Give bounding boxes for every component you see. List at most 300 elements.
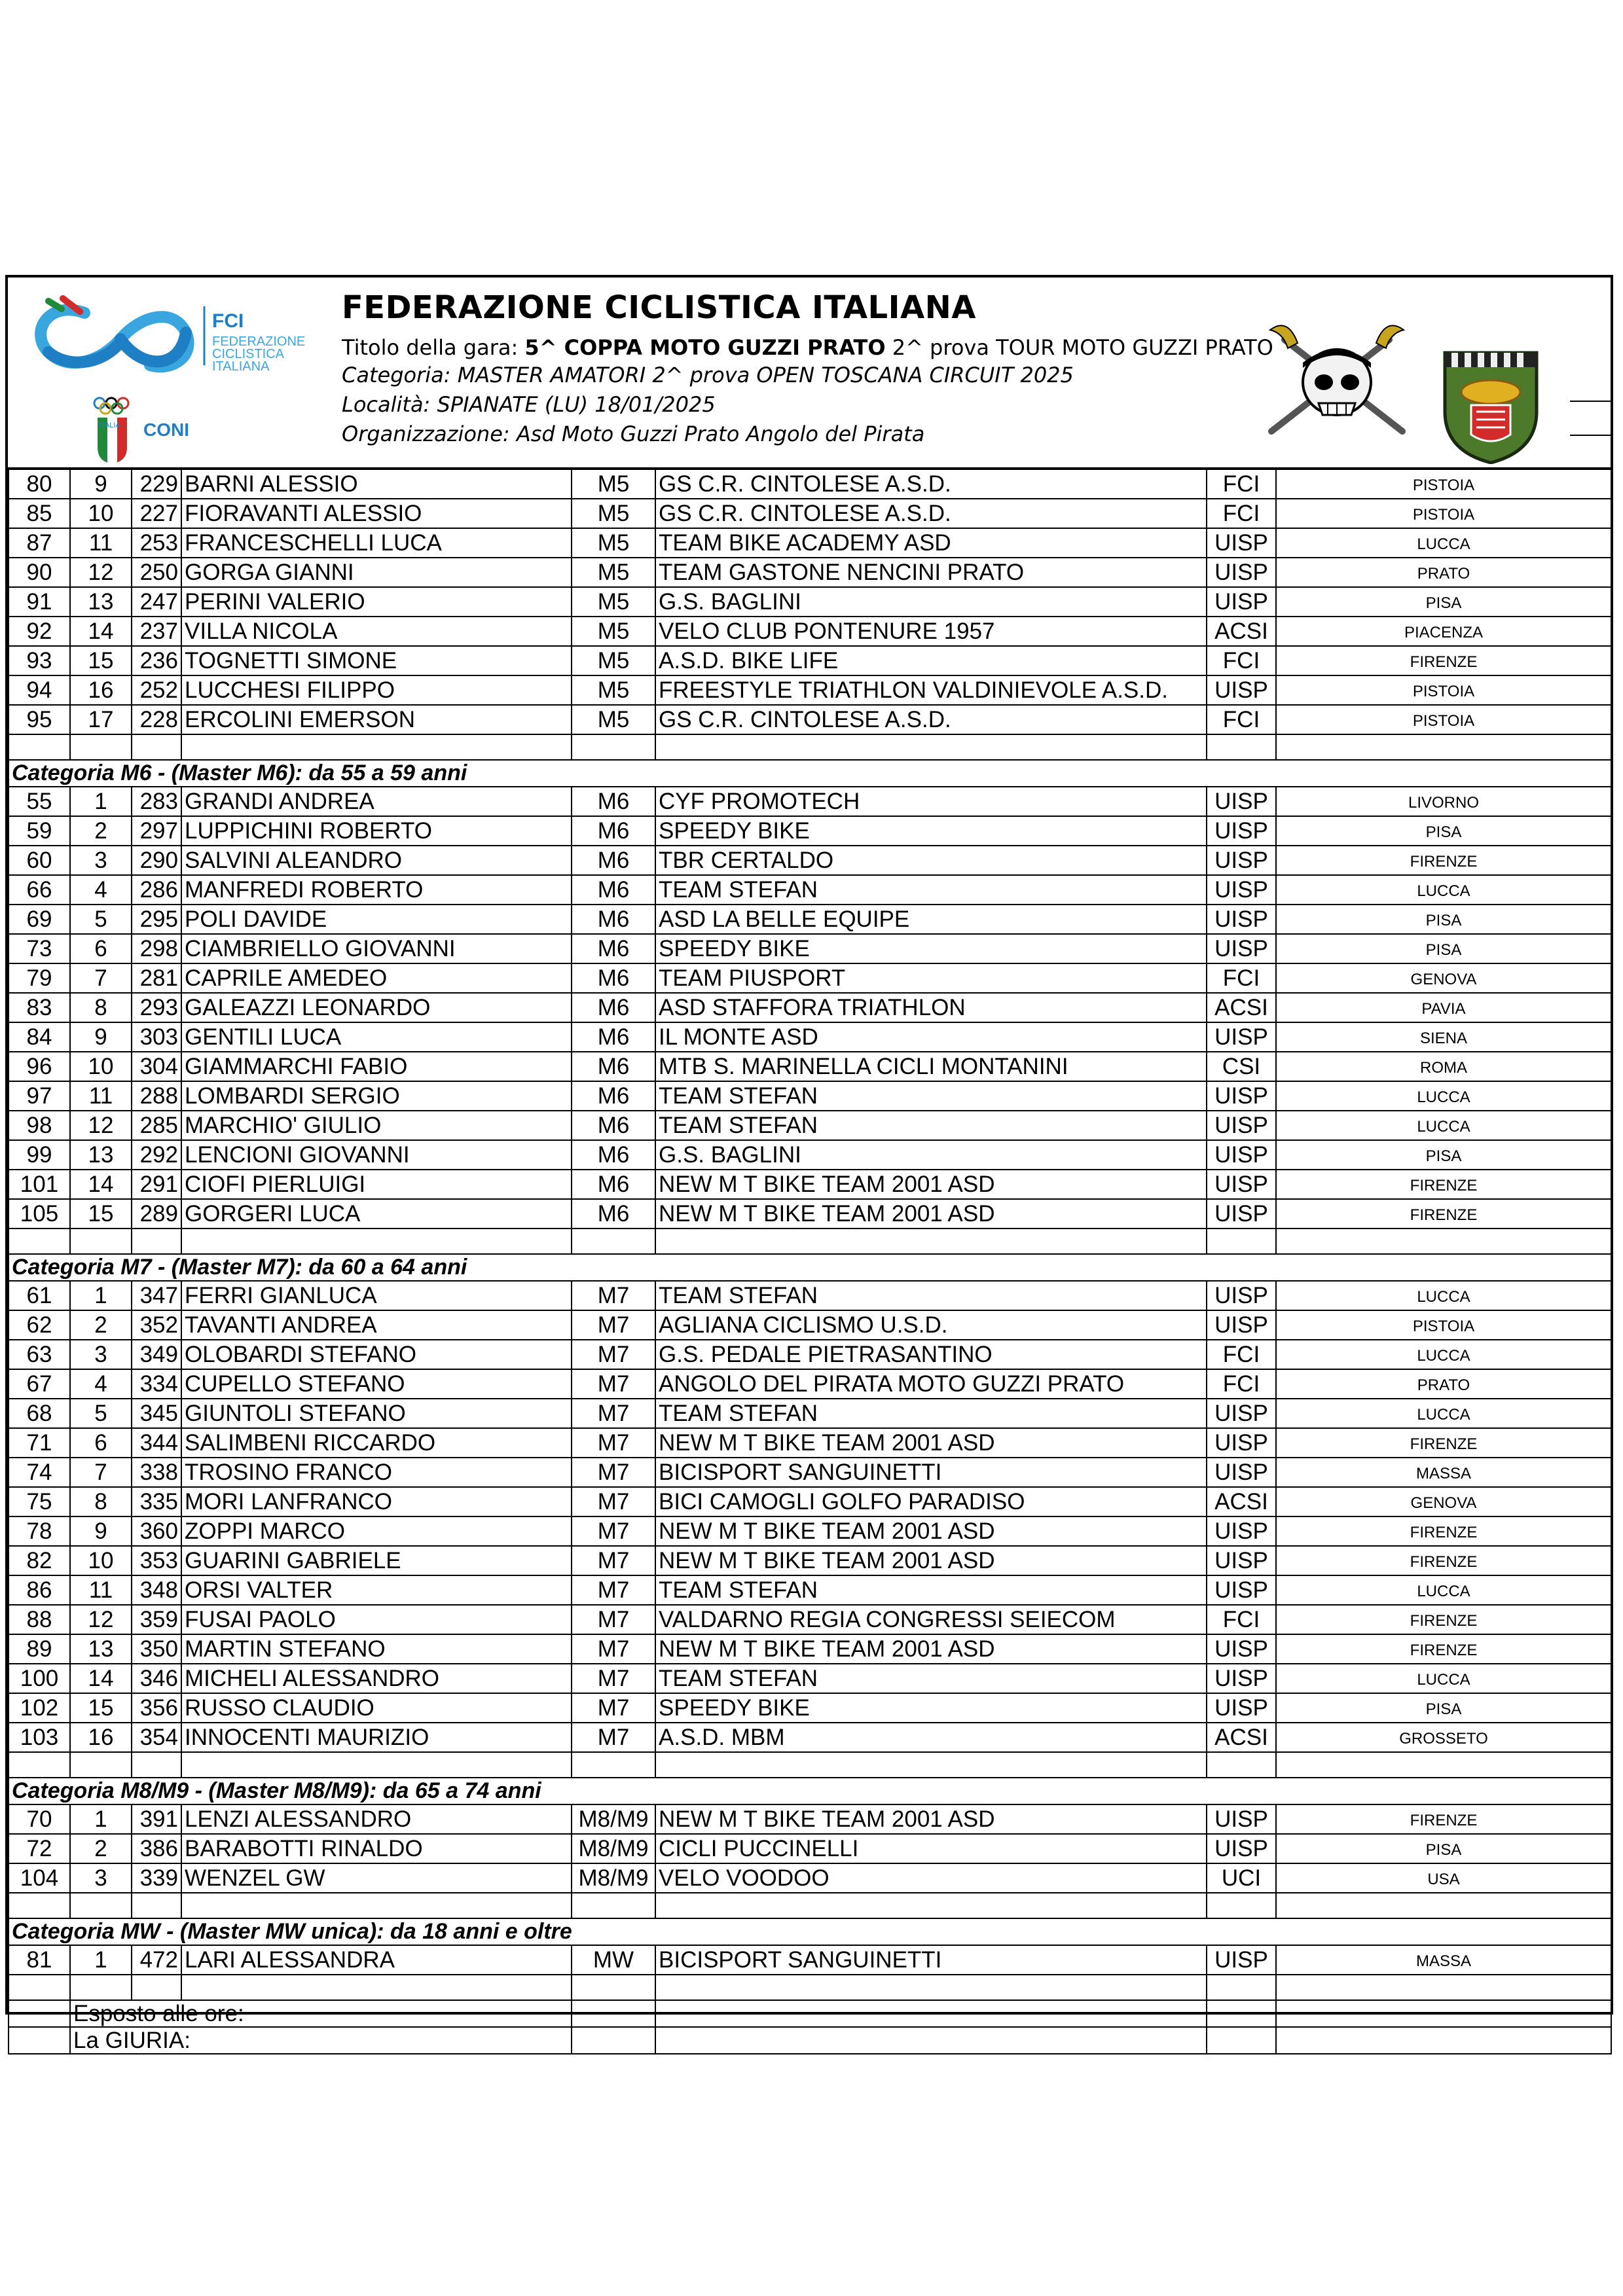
blank-row <box>9 1752 1611 1778</box>
team-name: TEAM STEFAN <box>655 1399 1207 1428</box>
organization: UISP <box>1207 1428 1276 1458</box>
team-name: NEW M T BIKE TEAM 2001 ASD <box>655 1516 1207 1546</box>
province: PISA <box>1276 1834 1611 1863</box>
bib-number: 289 <box>132 1199 181 1229</box>
organization: UISP <box>1207 1664 1276 1693</box>
empty-cell <box>572 1229 655 1254</box>
pirate-skull-logo <box>1258 317 1415 441</box>
empty-cell <box>1276 734 1611 760</box>
category-position: 10 <box>70 1052 132 1081</box>
table-row <box>9 875 1611 905</box>
empty-cell <box>655 2027 1207 2054</box>
bib-number: 359 <box>132 1605 181 1634</box>
province: LUCCA <box>1276 1399 1611 1428</box>
table-row <box>9 993 1611 1022</box>
category-header-row <box>9 760 1611 787</box>
team-name: NEW M T BIKE TEAM 2001 ASD <box>655 1804 1207 1834</box>
category-position: 9 <box>70 1516 132 1546</box>
overall-position: 69 <box>9 905 70 934</box>
province: GENOVA <box>1276 1487 1611 1516</box>
empty-cell <box>181 1893 572 1918</box>
province: FIRENZE <box>1276 1199 1611 1229</box>
category-position: 4 <box>70 1369 132 1399</box>
category-position: 12 <box>70 558 132 587</box>
empty-cell <box>1207 1229 1276 1254</box>
category-code: M6 <box>572 787 655 816</box>
category-position: 3 <box>70 1340 132 1369</box>
team-name: A.S.D. BIKE LIFE <box>655 646 1207 675</box>
empty-cell <box>655 2000 1207 2027</box>
bib-number: 360 <box>132 1516 181 1546</box>
blank-row <box>9 1975 1611 2000</box>
organization: UCI <box>1207 1863 1276 1893</box>
province: FIRENZE <box>1276 1605 1611 1634</box>
organization: UISP <box>1207 1111 1276 1140</box>
category-title: Categoria M6 - (Master M6): da 55 a 59 anni <box>9 760 1611 787</box>
organization: UISP <box>1207 934 1276 963</box>
team-name: NEW M T BIKE TEAM 2001 ASD <box>655 1428 1207 1458</box>
overall-position: 78 <box>9 1516 70 1546</box>
organization: UISP <box>1207 1458 1276 1487</box>
category-position: 2 <box>70 1310 132 1340</box>
organization: UISP <box>1207 846 1276 875</box>
rider-name: MARCHIO' GIULIO <box>181 1111 572 1140</box>
category-code: M8/M9 <box>572 1834 655 1863</box>
organization: UISP <box>1207 1170 1276 1199</box>
team-name: G.S. BAGLINI <box>655 1140 1207 1170</box>
rider-name: GORGERI LUCA <box>181 1199 572 1229</box>
team-name: CICLI PUCCINELLI <box>655 1834 1207 1863</box>
rider-name: GUARINI GABRIELE <box>181 1546 572 1575</box>
table-row <box>9 1664 1611 1693</box>
overall-position: 102 <box>9 1693 70 1723</box>
table-row <box>9 1723 1611 1752</box>
organization: UISP <box>1207 1945 1276 1975</box>
rider-name: FIORAVANTI ALESSIO <box>181 499 572 528</box>
category-position: 3 <box>70 1863 132 1893</box>
category-code: M5 <box>572 675 655 705</box>
province: LUCCA <box>1276 1340 1611 1369</box>
province: LUCCA <box>1276 875 1611 905</box>
bib-number: 334 <box>132 1369 181 1399</box>
overall-position: 66 <box>9 875 70 905</box>
rider-name: ZOPPI MARCO <box>181 1516 572 1546</box>
overall-position: 85 <box>9 499 70 528</box>
team-name: BICI CAMOGLI GOLFO PARADISO <box>655 1487 1207 1516</box>
overall-position: 80 <box>9 469 70 499</box>
bib-number: 290 <box>132 846 181 875</box>
empty-cell <box>9 1893 70 1918</box>
rider-name: LOMBARDI SERGIO <box>181 1081 572 1111</box>
category-position: 17 <box>70 705 132 734</box>
overall-position: 55 <box>9 787 70 816</box>
category-position: 11 <box>70 528 132 558</box>
rider-name: MICHELI ALESSANDRO <box>181 1664 572 1693</box>
overall-position: 67 <box>9 1369 70 1399</box>
province: FIRENZE <box>1276 646 1611 675</box>
province: GENOVA <box>1276 963 1611 993</box>
category-code: M5 <box>572 558 655 587</box>
empty-cell <box>572 1893 655 1918</box>
category-position: 13 <box>70 1634 132 1664</box>
province: PISTOIA <box>1276 675 1611 705</box>
team-name: TEAM PIUSPORT <box>655 963 1207 993</box>
category-position: 16 <box>70 1723 132 1752</box>
bib-number: 228 <box>132 705 181 734</box>
province: PRATO <box>1276 1369 1611 1399</box>
fci-name-line-1: FEDERAZIONE <box>212 334 306 349</box>
category-code: M6 <box>572 816 655 846</box>
province: PISA <box>1276 1140 1611 1170</box>
team-name: AGLIANA CICLISMO U.S.D. <box>655 1310 1207 1340</box>
category-code: M6 <box>572 1111 655 1140</box>
table-row <box>9 1834 1611 1863</box>
overall-position: 97 <box>9 1081 70 1111</box>
table-row <box>9 1399 1611 1428</box>
empty-cell <box>70 1229 132 1254</box>
province: FIRENZE <box>1276 1516 1611 1546</box>
bib-number: 303 <box>132 1022 181 1052</box>
bib-number: 347 <box>132 1281 181 1310</box>
bib-number: 281 <box>132 963 181 993</box>
bib-number: 236 <box>132 646 181 675</box>
province: USA <box>1276 1863 1611 1893</box>
overall-position: 89 <box>9 1634 70 1664</box>
rider-name: FUSAI PAOLO <box>181 1605 572 1634</box>
category-code: M6 <box>572 1022 655 1052</box>
federation-title: FEDERAZIONE CICLISTICA ITALIANA <box>342 289 976 326</box>
empty-cell <box>1276 1229 1611 1254</box>
team-name: ASD STAFFORA TRIATHLON <box>655 993 1207 1022</box>
category-position: 8 <box>70 993 132 1022</box>
race-title-name: 5^ COPPA MOTO GUZZI PRATO <box>524 335 886 360</box>
organization: UISP <box>1207 787 1276 816</box>
rider-name: CAPRILE AMEDEO <box>181 963 572 993</box>
category-code: M6 <box>572 905 655 934</box>
category-code: M7 <box>572 1281 655 1310</box>
category-code: M7 <box>572 1605 655 1634</box>
empty-cell <box>132 1229 181 1254</box>
empty-cell <box>132 1975 181 2000</box>
bib-number: 292 <box>132 1140 181 1170</box>
overall-position: 88 <box>9 1605 70 1634</box>
empty-cell <box>1276 2000 1611 2027</box>
rider-name: TOGNETTI SIMONE <box>181 646 572 675</box>
category-code: M6 <box>572 1081 655 1111</box>
race-title-prefix: Titolo della gara: <box>342 335 525 360</box>
table-row <box>9 1340 1611 1369</box>
italia-label: ITALIA <box>99 422 120 429</box>
empty-cell <box>132 1893 181 1918</box>
race-organization: Organizzazione: Asd Moto Guzzi Prato Angolo del Pirata <box>342 422 925 446</box>
overall-position: 93 <box>9 646 70 675</box>
table-row <box>9 1170 1611 1199</box>
fci-abbr: FCI <box>212 310 244 332</box>
bib-number: 344 <box>132 1428 181 1458</box>
team-name: TEAM STEFAN <box>655 1575 1207 1605</box>
category-header-row <box>9 1918 1611 1945</box>
category-position: 4 <box>70 875 132 905</box>
overall-position: 90 <box>9 558 70 587</box>
race-location: Località: SPIANATE (LU) 18/01/2025 <box>342 392 716 417</box>
organization: UISP <box>1207 675 1276 705</box>
empty-cell <box>1207 1893 1276 1918</box>
empty-cell <box>572 1752 655 1778</box>
team-name: A.S.D. MBM <box>655 1723 1207 1752</box>
empty-cell <box>1207 1752 1276 1778</box>
organization: UISP <box>1207 1575 1276 1605</box>
rider-name: BARNI ALESSIO <box>181 469 572 499</box>
organization: FCI <box>1207 1369 1276 1399</box>
category-position: 15 <box>70 1199 132 1229</box>
category-title: Categoria M7 - (Master M7): da 60 a 64 anni <box>9 1254 1611 1281</box>
results-sheet <box>5 275 1613 2053</box>
organization: FCI <box>1207 1605 1276 1634</box>
empty-cell <box>9 1975 70 2000</box>
category-position: 5 <box>70 905 132 934</box>
empty-cell <box>181 734 572 760</box>
team-name: NEW M T BIKE TEAM 2001 ASD <box>655 1199 1207 1229</box>
category-position: 1 <box>70 1945 132 1975</box>
bib-number: 229 <box>132 469 181 499</box>
overall-position: 82 <box>9 1546 70 1575</box>
bib-number: 291 <box>132 1170 181 1199</box>
table-row <box>9 1945 1611 1975</box>
bib-number: 295 <box>132 905 181 934</box>
category-position: 10 <box>70 499 132 528</box>
rider-name: LARI ALESSANDRA <box>181 1945 572 1975</box>
category-code: M6 <box>572 934 655 963</box>
bib-number: 352 <box>132 1310 181 1340</box>
fci-logo <box>22 287 337 463</box>
overall-position: 81 <box>9 1945 70 1975</box>
organization: UISP <box>1207 1804 1276 1834</box>
organization: ACSI <box>1207 993 1276 1022</box>
table-row <box>9 1863 1611 1893</box>
empty-cell <box>1276 1893 1611 1918</box>
organization: UISP <box>1207 1546 1276 1575</box>
team-name: ANGOLO DEL PIRATA MOTO GUZZI PRATO <box>655 1369 1207 1399</box>
province: FIRENZE <box>1276 1804 1611 1834</box>
rider-name: SALIMBENI RICCARDO <box>181 1428 572 1458</box>
province: LIVORNO <box>1276 787 1611 816</box>
team-name: NEW M T BIKE TEAM 2001 ASD <box>655 1634 1207 1664</box>
table-row <box>9 1052 1611 1081</box>
bib-number: 283 <box>132 787 181 816</box>
bib-number: 338 <box>132 1458 181 1487</box>
organization: UISP <box>1207 1310 1276 1340</box>
rider-name: GIUNTOLI STEFANO <box>181 1399 572 1428</box>
team-name: BICISPORT SANGUINETTI <box>655 1945 1207 1975</box>
rider-name: VILLA NICOLA <box>181 617 572 646</box>
province: LUCCA <box>1276 1575 1611 1605</box>
overall-position: 59 <box>9 816 70 846</box>
empty-cell <box>572 2000 655 2027</box>
rider-name: OLOBARDI STEFANO <box>181 1340 572 1369</box>
province: FIRENZE <box>1276 1546 1611 1575</box>
province: FIRENZE <box>1276 1170 1611 1199</box>
category-code: M6 <box>572 1140 655 1170</box>
empty-cell <box>70 1975 132 2000</box>
table-row <box>9 846 1611 875</box>
empty-cell <box>655 1752 1207 1778</box>
category-position: 7 <box>70 1458 132 1487</box>
province: FIRENZE <box>1276 1428 1611 1458</box>
footer-row <box>9 2000 1611 2027</box>
olympic-rings-icon <box>94 398 128 414</box>
category-header-row <box>9 1778 1611 1804</box>
bib-number: 293 <box>132 993 181 1022</box>
rider-name: LENZI ALESSANDRO <box>181 1804 572 1834</box>
organization: UISP <box>1207 816 1276 846</box>
category-code: M7 <box>572 1546 655 1575</box>
empty-cell <box>1207 1975 1276 2000</box>
category-code: M5 <box>572 469 655 499</box>
category-position: 15 <box>70 1693 132 1723</box>
category-code: M7 <box>572 1575 655 1605</box>
bib-number: 356 <box>132 1693 181 1723</box>
table-row <box>9 1605 1611 1634</box>
overall-position: 103 <box>9 1723 70 1752</box>
team-name: VELO CLUB PONTENURE 1957 <box>655 617 1207 646</box>
category-code: M6 <box>572 993 655 1022</box>
bib-number: 285 <box>132 1111 181 1140</box>
rider-name: MORI LANFRANCO <box>181 1487 572 1516</box>
organization: CSI <box>1207 1052 1276 1081</box>
category-position: 14 <box>70 1664 132 1693</box>
organization: UISP <box>1207 1693 1276 1723</box>
table-row <box>9 816 1611 846</box>
category-code: M6 <box>572 1052 655 1081</box>
team-name: ASD LA BELLE EQUIPE <box>655 905 1207 934</box>
category-code: M7 <box>572 1664 655 1693</box>
table-row <box>9 499 1611 528</box>
rider-name: TROSINO FRANCO <box>181 1458 572 1487</box>
rider-name: ORSI VALTER <box>181 1575 572 1605</box>
category-position: 13 <box>70 1140 132 1170</box>
rider-name: MARTIN STEFANO <box>181 1634 572 1664</box>
table-row <box>9 587 1611 617</box>
empty-cell <box>70 1752 132 1778</box>
category-position: 5 <box>70 1399 132 1428</box>
table-row <box>9 617 1611 646</box>
rider-name: WENZEL GW <box>181 1863 572 1893</box>
empty-cell <box>9 2027 70 2054</box>
category-position: 14 <box>70 617 132 646</box>
empty-cell <box>655 1893 1207 1918</box>
bib-number: 349 <box>132 1340 181 1369</box>
rider-name: LUCCHESI FILIPPO <box>181 675 572 705</box>
category-code: M8/M9 <box>572 1863 655 1893</box>
bib-number: 227 <box>132 499 181 528</box>
fci-name-line-2: CICLISTICA <box>212 347 285 361</box>
team-name: GS C.R. CINTOLESE A.S.D. <box>655 705 1207 734</box>
category-position: 11 <box>70 1575 132 1605</box>
overall-position: 84 <box>9 1022 70 1052</box>
organization: FCI <box>1207 646 1276 675</box>
category-position: 2 <box>70 816 132 846</box>
overall-position: 98 <box>9 1111 70 1140</box>
blank-row <box>9 734 1611 760</box>
overall-position: 86 <box>9 1575 70 1605</box>
category-position: 12 <box>70 1605 132 1634</box>
province: SIENA <box>1276 1022 1611 1052</box>
bib-number: 386 <box>132 1834 181 1863</box>
category-code: M7 <box>572 1634 655 1664</box>
category-position: 15 <box>70 646 132 675</box>
category-code: M5 <box>572 528 655 558</box>
category-position: 8 <box>70 1487 132 1516</box>
organization: UISP <box>1207 875 1276 905</box>
blank-row <box>9 1893 1611 1918</box>
team-name: SPEEDY BIKE <box>655 1693 1207 1723</box>
team-name: TEAM GASTONE NENCINI PRATO <box>655 558 1207 587</box>
table-row <box>9 1546 1611 1575</box>
category-position: 3 <box>70 846 132 875</box>
overall-position: 96 <box>9 1052 70 1081</box>
empty-cell <box>132 734 181 760</box>
table-row <box>9 558 1611 587</box>
province: PISA <box>1276 905 1611 934</box>
category-code: MW <box>572 1945 655 1975</box>
category-code: M7 <box>572 1310 655 1340</box>
overall-position: 68 <box>9 1399 70 1428</box>
rider-name: GRANDI ANDREA <box>181 787 572 816</box>
moto-guzzi-prato-shield-logo <box>1438 340 1543 464</box>
bib-number: 253 <box>132 528 181 558</box>
category-code: M5 <box>572 499 655 528</box>
team-name: BICISPORT SANGUINETTI <box>655 1458 1207 1487</box>
organization: FCI <box>1207 499 1276 528</box>
team-name: IL MONTE ASD <box>655 1022 1207 1052</box>
team-name: TEAM BIKE ACADEMY ASD <box>655 528 1207 558</box>
empty-cell <box>1207 2000 1276 2027</box>
province: PISA <box>1276 934 1611 963</box>
bib-number: 286 <box>132 875 181 905</box>
organization: UISP <box>1207 587 1276 617</box>
bib-number: 353 <box>132 1546 181 1575</box>
table-row <box>9 528 1611 558</box>
category-code: M5 <box>572 617 655 646</box>
category-position: 10 <box>70 1546 132 1575</box>
rider-name: CIAMBRIELLO GIOVANNI <box>181 934 572 963</box>
category-position: 6 <box>70 934 132 963</box>
overall-position: 101 <box>9 1170 70 1199</box>
organization: UISP <box>1207 1081 1276 1111</box>
overall-position: 87 <box>9 528 70 558</box>
category-position: 1 <box>70 1281 132 1310</box>
province: LUCCA <box>1276 528 1611 558</box>
empty-cell <box>572 1975 655 2000</box>
organization: UISP <box>1207 1281 1276 1310</box>
race-title <box>342 335 1273 360</box>
coni-label: CONI <box>143 420 189 440</box>
overall-position: 100 <box>9 1664 70 1693</box>
category-code: M6 <box>572 1170 655 1199</box>
category-position: 16 <box>70 675 132 705</box>
table-row <box>9 934 1611 963</box>
organization: UISP <box>1207 1634 1276 1664</box>
overall-position: 73 <box>9 934 70 963</box>
bib-number: 391 <box>132 1804 181 1834</box>
overall-position: 63 <box>9 1340 70 1369</box>
team-name: GS C.R. CINTOLESE A.S.D. <box>655 499 1207 528</box>
category-code: M5 <box>572 705 655 734</box>
province: PISA <box>1276 1693 1611 1723</box>
province: PISA <box>1276 587 1611 617</box>
organization: ACSI <box>1207 1487 1276 1516</box>
bib-number: 304 <box>132 1052 181 1081</box>
